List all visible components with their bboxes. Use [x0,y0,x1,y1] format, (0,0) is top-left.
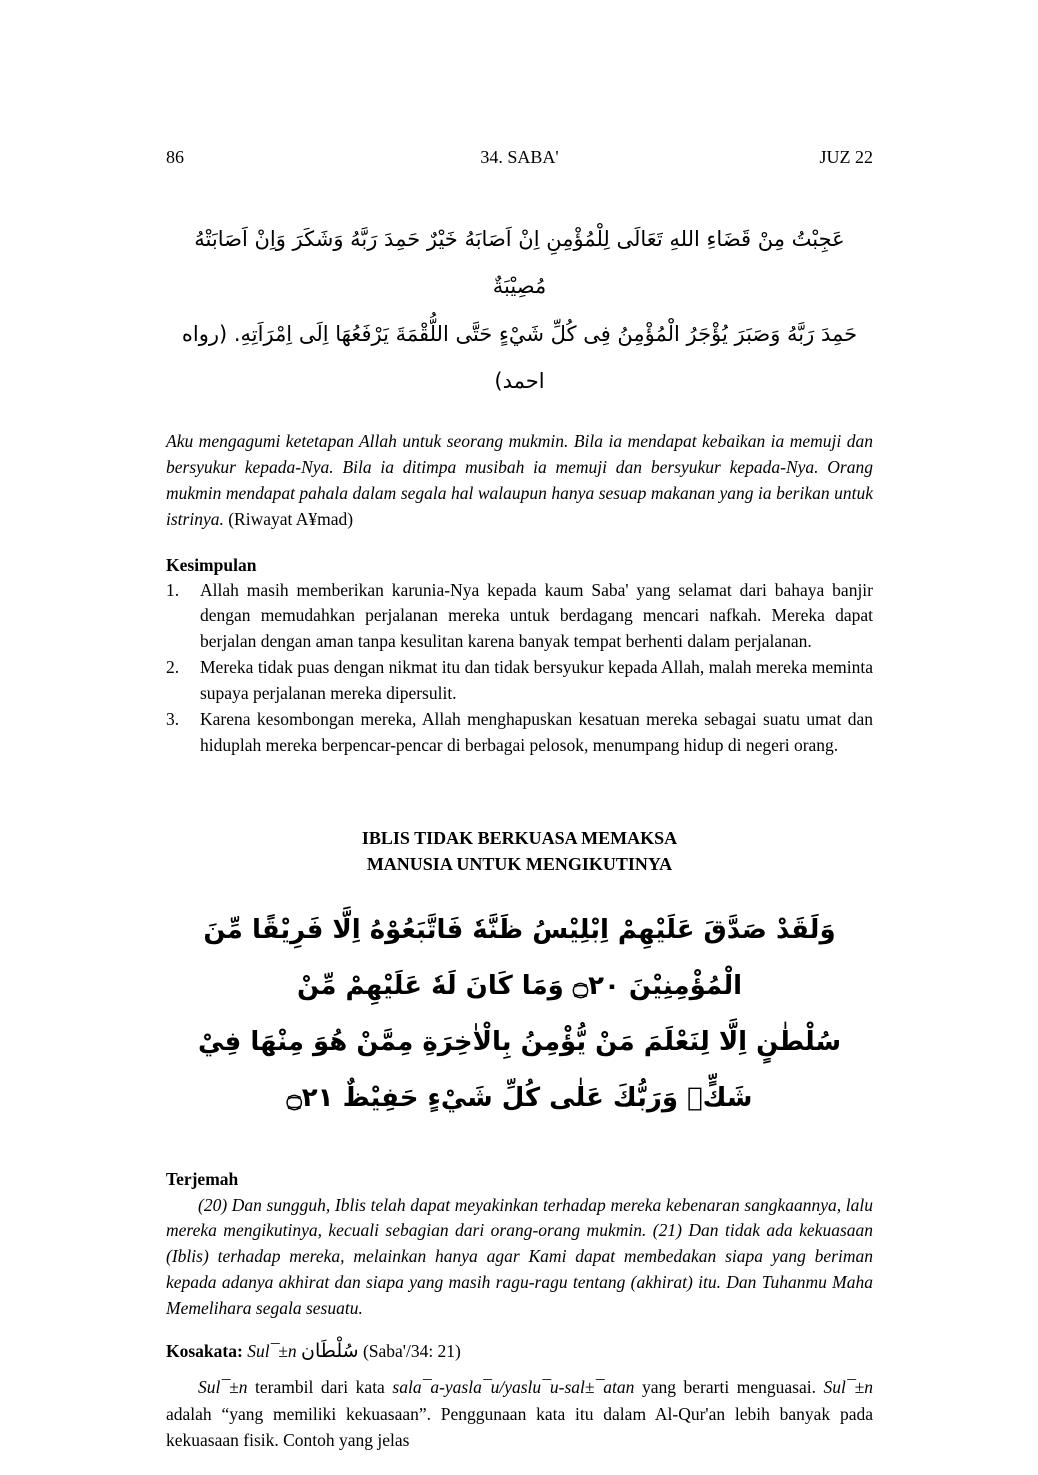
hadith-arabic-text [166,216,873,405]
kosakata-arabic: سُلْطَان [301,1340,359,1362]
list-item-text: Mereka tidak puas dengan nikmat itu dan tidak bersyukur kepada Allah, malah mereka meminta supaya perjalanan mereka dipersulit. [200,657,873,704]
list-item-number: 1. [166,579,180,600]
list-item [166,707,873,759]
kosakata-reference: (Saba'/34: 21) [362,1341,461,1361]
terjemah-heading: Terjemah [166,1168,239,1189]
list-item-number: 2. [166,657,180,678]
section-heading-line1: IBLIS TIDAK BERKUASA MEMAKSA [361,827,678,848]
list-item [166,578,873,656]
list-item [166,655,873,707]
kosakata-translit: Sul¯±n [247,1341,297,1361]
page-header [166,147,873,168]
body-paragraph: Sul¯±n terambil dari kata sala¯a-yasla¯u/yaslu¯u-sal±¯atan yang berarti menguasai. Sul¯±n adalah “yang memiliki kekuasaan”. Penggunaan kata itu dalam Al-Qur'an lebih banyak pada kekuasaan fisik. Contoh yang jelas [166,1377,873,1451]
section-heading [166,825,873,877]
quran-verse-arabic [166,903,873,1127]
section-heading-line2: MANUSIA UNTUK MENGIKUTINYA [366,853,673,874]
list-item-text: Allah masih memberikan karunia-Nya kepada kaum Saba' yang selamat dari bahaya banjir dengan memudahkan perjalanan mereka untuk berdagang mencari nafkah. Mereka dapat berjalan dengan aman tanpa kesulitan karena banyak tempat berhenti dalam perjalanan. [200,579,873,652]
page-title: 34. SABA' [480,147,559,167]
list-item-text: Karena kesombongan mereka, Allah menghapuskan kesatuan mereka sebagai suatu umat dan hiduplah mereka berpencar-pencar di berbagai pelosok, menumpang hidup di negeri orang. [200,709,873,755]
hadith-translation [166,429,873,533]
quran-verse-line2: سُلْطٰنٍ اِلَّا لِنَعْلَمَ مَنْ يُّؤْمِنُ بِالْاٰخِرَةِ مِمَّنْ هُوَ مِنْهَا فِيْ شَكٍّۗ وَرَبُّكَ عَلٰى كُلِّ شَيْءٍ حَفِيْظٌ ۝٢١ [197,1026,842,1113]
kesimpulan-list [166,578,873,759]
hadith-translation-text: Aku mengagumi ketetapan Allah untuk seorang mukmin. Bila ia mendapat kebaikan ia memuji dan bersyukur kepada-Nya. Bila ia ditimpa musibah ia memuji dan bersyukur kepada-Nya. Orang mukmin mendapat pahala dalam segala hal walaupun hanya sesuap makanan yang ia berikan untuk istrinya. [166,431,873,529]
list-item-number: 3. [166,709,180,730]
kesimpulan-heading: Kesimpulan [166,554,257,575]
hadith-arabic-line1: عَجِبْتُ مِنْ قَضَاءِ اللهِ تَعَالَى لِلْمُؤْمِنِ اِنْ اَصَابَهُ خَيْرٌ حَمِدَ رَبَّهُ وَشَكَرَ وَاِنْ اَصَابَتْهُ مُصِيْبَةٌ [194,227,845,299]
quran-verse-line1: وَلَقَدْ صَدَّقَ عَلَيْهِمْ اِبْلِيْسُ ظَنَّهٗ فَاتَّبَعُوْهُ اِلَّا فَرِيْقًا مِّنَ الْمُؤْمِنِيْنَ ۝٢٠ وَمَا كَانَ لَهٗ عَلَيْهِمْ مِّنْ [203,914,836,1001]
hadith-arabic-line2: حَمِدَ رَبَّهُ وَصَبَرَ يُؤْجَرُ الْمُؤْمِنُ فِى كُلِّ شَيْءٍ حَتَّى اللُّقْمَةَ يَرْفَعُهَا اِلَى اِمْرَاَتِهِ. (رواه احمد) [181,321,858,393]
hadith-source: (Riwayat A¥mad) [228,508,354,529]
kosakata-label: Kosakata: [166,1341,243,1361]
page-number: 86 [166,147,184,167]
kosakata-line [166,1340,873,1362]
terjemah-text: (20) Dan sungguh, Iblis telah dapat meyakinkan terhadap mereka kebenaran sangkaannya, lalu mereka mengikutinya, kecuali sebagian dari orang-orang mukmin. (21) Dan tidak ada kekuasaan (Iblis) terhadap mereka, melainkan hanya agar Kami dapat membedakan siapa yang beriman kepada adanya akhirat dan siapa yang masih ragu-ragu tentang (akhirat) itu. Dan Tuhanmu Maha Memelihara segala sesuatu. [166,1194,873,1319]
juz-label: JUZ 22 [819,147,874,167]
